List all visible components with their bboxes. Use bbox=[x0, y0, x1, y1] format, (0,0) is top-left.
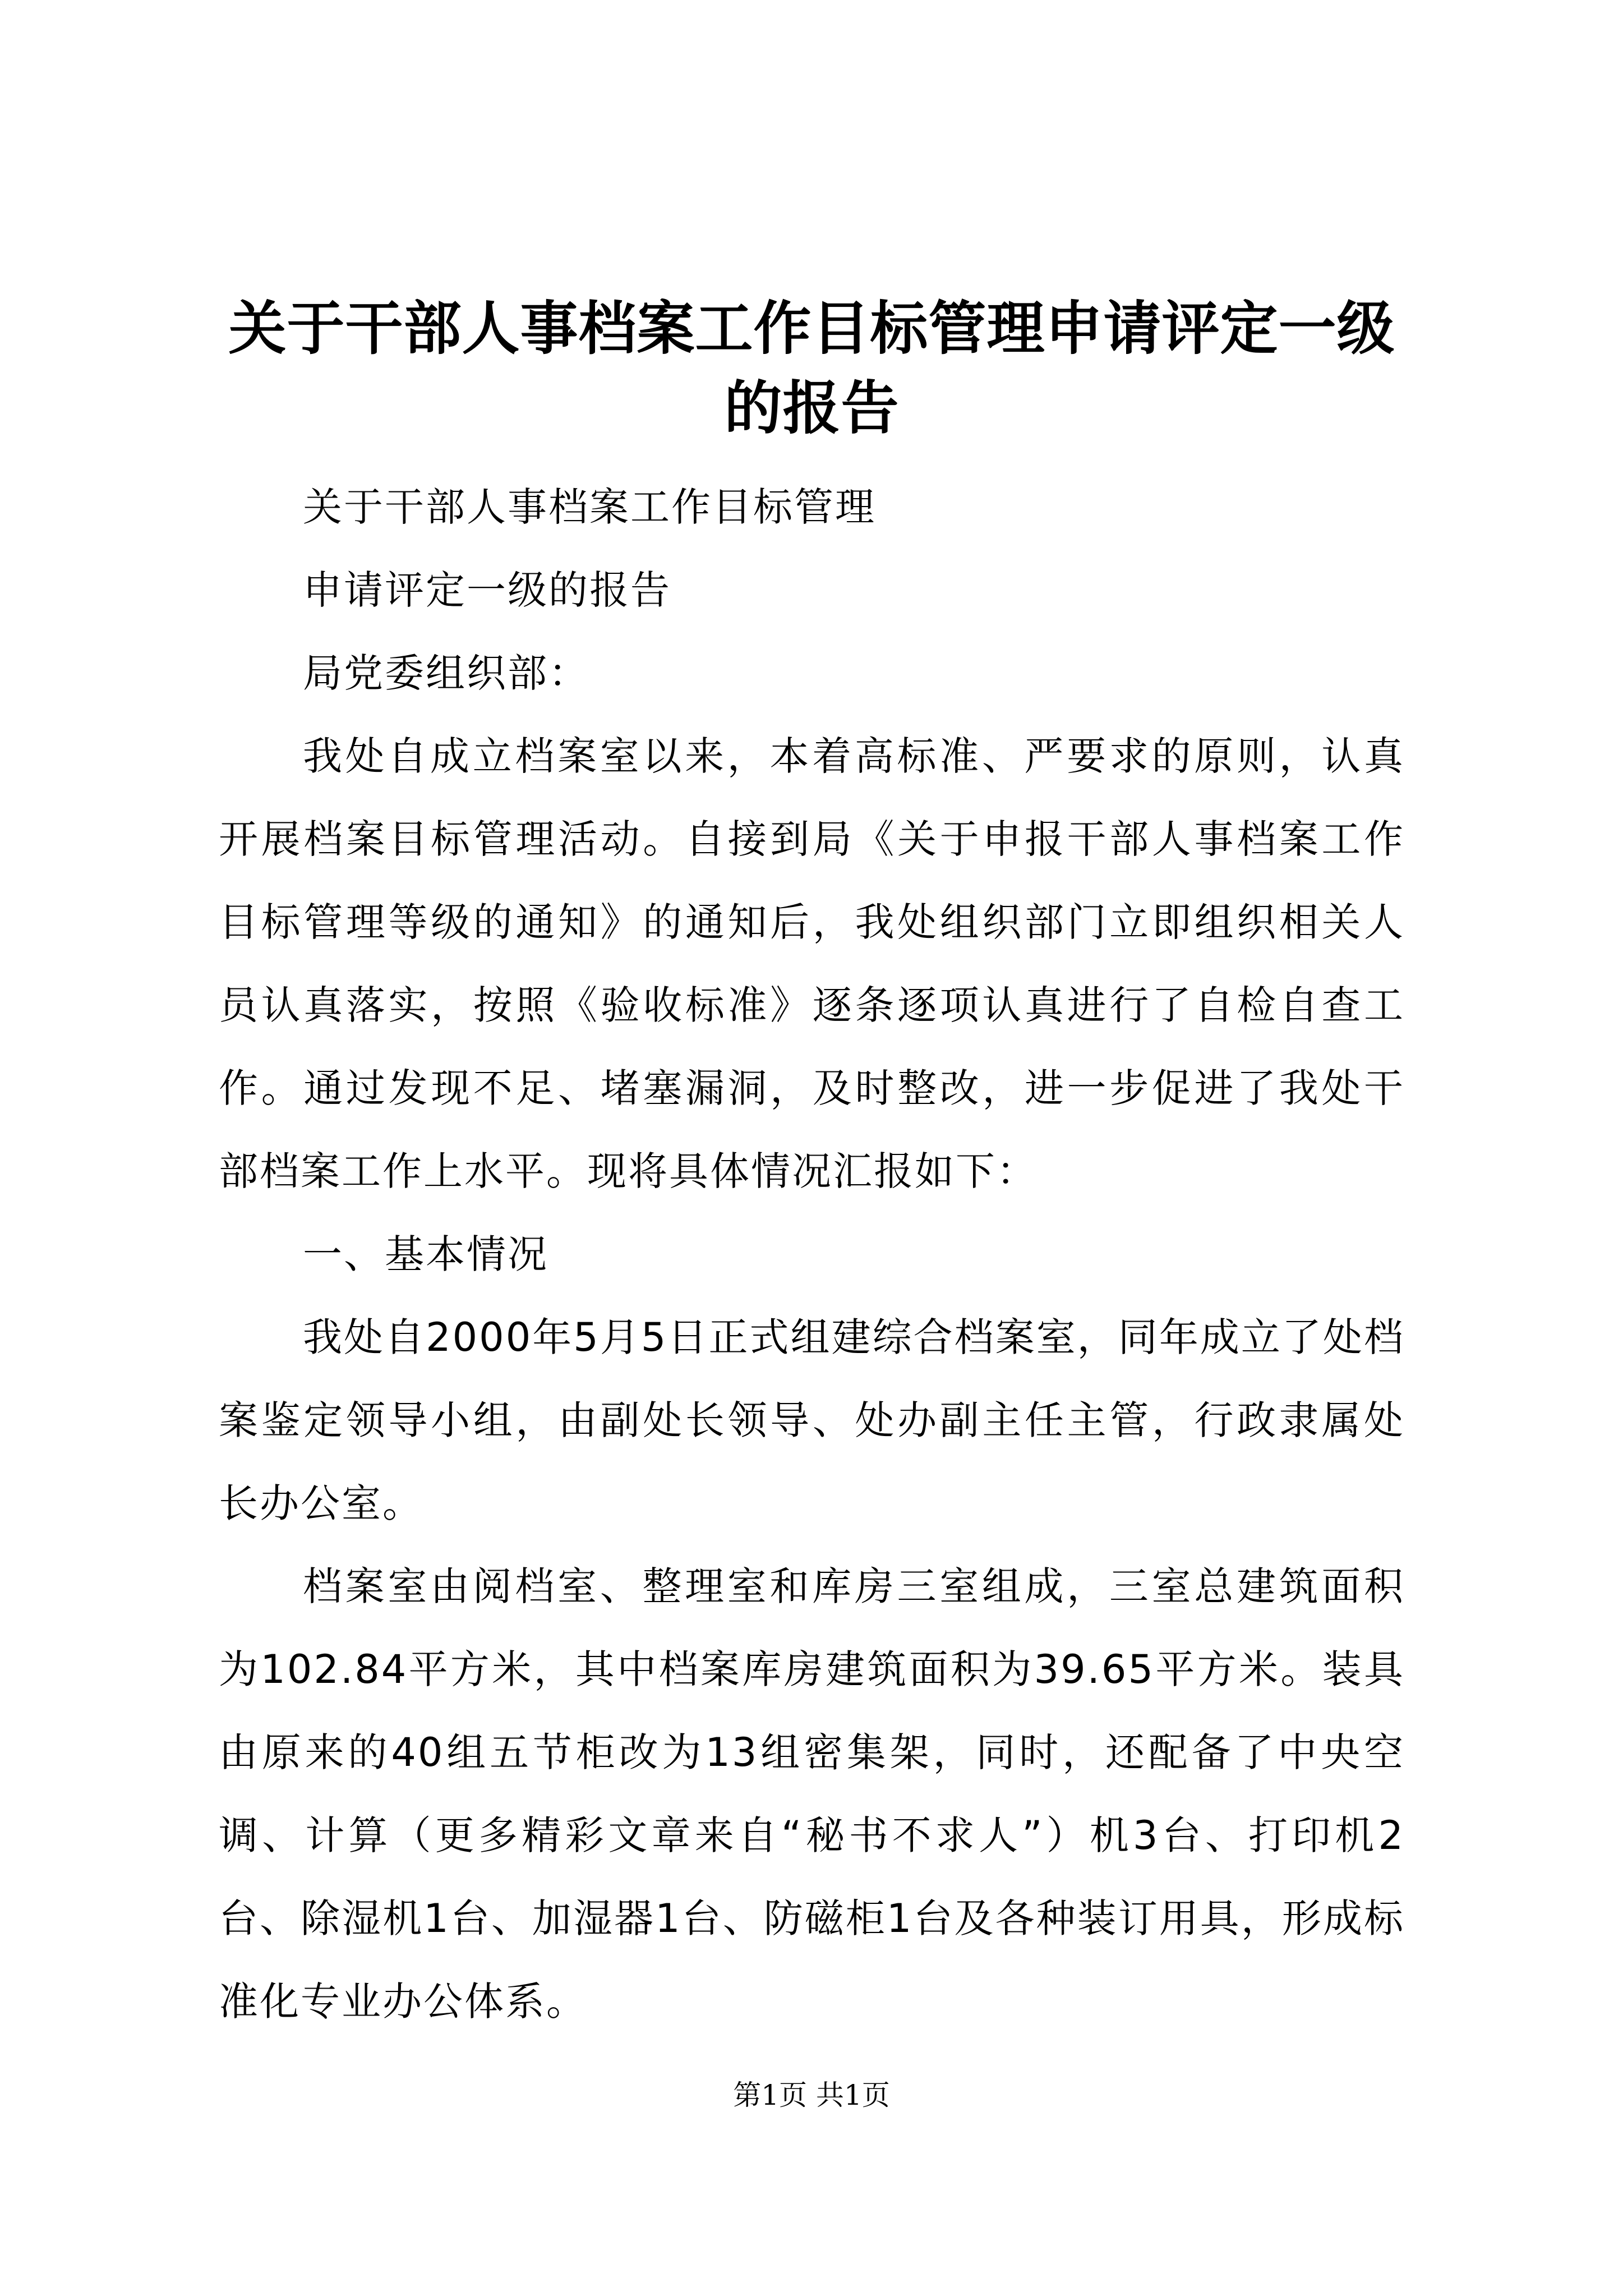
document-title: 关于干部人事档案工作目标管理申请评定一级的报告 bbox=[228, 295, 1395, 442]
addressee: 局党委组织部： bbox=[303, 650, 589, 696]
body-paragraph: 我处自成立档案室以来，本着高标准、严要求的原则，认真开展档案目标管理活动。自接到局《关于申报干部人事档案工作目标管理等级的通知》的通知后，我处组织部门立即组织相关人员认真落实，按照《验收标准》逐条逐项认真进行了自检自查工作。通过发现不足、堵塞漏洞，及时整改，进一步促进了我处干部档案工作上水平。现将具体情况汇报如下： bbox=[219, 733, 1405, 1194]
heading-line-2: 申请评定一级的报告 bbox=[303, 567, 671, 613]
heading-line-1: 关于干部人事档案工作目标管理 bbox=[303, 484, 876, 530]
document-body bbox=[219, 466, 1405, 2043]
body-paragraph: 档案室由阅档室、整理室和库房三室组成，三室总建筑面积为102.84平方米，其中档案库房建筑面积为39.65平方米。装具由原来的40组五节柜改为13组密集架，同时，还配备了中央空调、计算（更多精彩文章来自“秘书不求人”）机3台、打印机2台、除湿机1台、加湿器1台、防磁柜1台及各种装订用具，形成标准化专业办公体系。 bbox=[219, 1563, 1405, 2024]
section-heading: 一、基本情况 bbox=[303, 1231, 548, 1277]
body-paragraph: 我处自2000年5月5日正式组建综合档案室，同年成立了处档案鉴定领导小组，由副处长领导、处办副主任主管，行政隶属处长办公室。 bbox=[219, 1314, 1405, 1526]
page-number-footer: 第1页 共1页 bbox=[733, 2079, 890, 2111]
